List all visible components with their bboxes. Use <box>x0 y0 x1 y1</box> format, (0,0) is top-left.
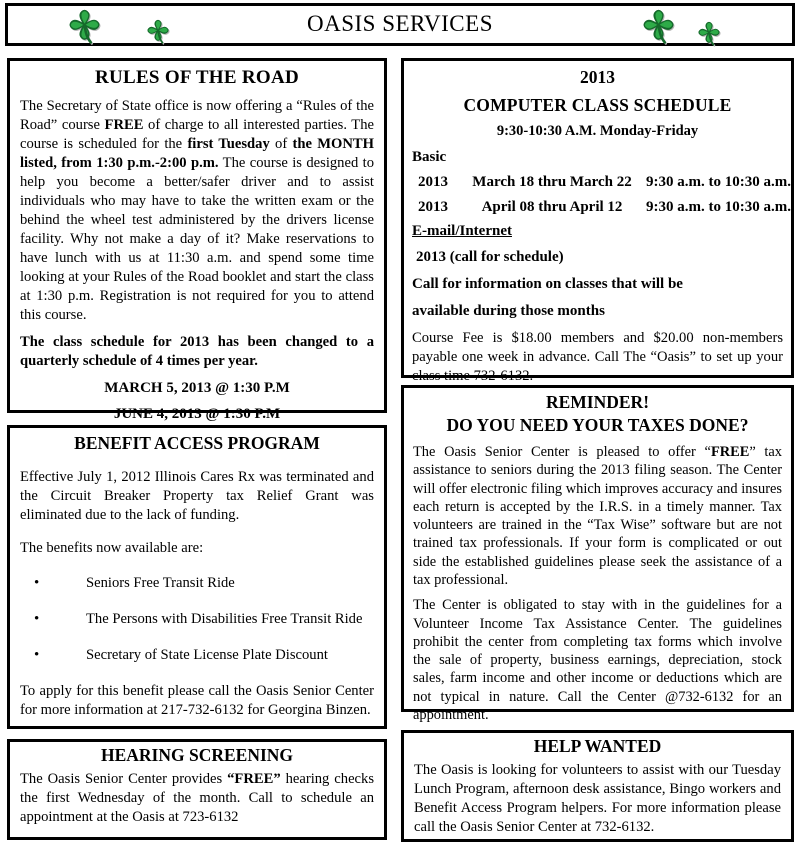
list-item: • The Persons with Disabilities Free Transit Ride <box>10 610 384 629</box>
computer-section-email: E-mail/Internet <box>412 223 512 239</box>
schedule-dates: March 18 thru March 22 <box>472 174 632 190</box>
rules-date-june: JUNE 4, 2013 @ 1:30 P.M <box>113 405 281 422</box>
benefit-access-program-section <box>7 425 387 729</box>
computer-class-schedule-section <box>401 58 794 384</box>
help-title: HELP WANTED <box>533 736 662 756</box>
schedule-time: 9:30 a.m. to 10:30 a.m. <box>646 199 791 215</box>
benefit-title: BENEFIT ACCESS PROGRAM <box>74 433 320 453</box>
shamrock-large-right-icon <box>640 7 677 46</box>
computer-year-title: 2013 <box>580 67 615 87</box>
rules-of-the-road-section <box>7 58 387 422</box>
schedule-year: 2013 <box>418 174 448 190</box>
rules-paragraph-2: The class schedule for 2013 has been changed to a quarterly schedule of 4 times per year. <box>20 333 374 369</box>
table-row <box>404 174 791 191</box>
help-wanted-section <box>401 730 794 842</box>
page-title: OASIS SERVICES <box>306 11 493 36</box>
schedule-dates: April 08 thru April 12 <box>481 199 623 215</box>
rules-title: RULES OF THE ROAD <box>94 67 300 88</box>
table-row <box>404 199 791 216</box>
list-item: • Seniors Free Transit Ride <box>10 574 384 593</box>
computer-email-row: 2013 (call for schedule) <box>416 249 564 265</box>
hearing-paragraph: The Oasis Senior Center provides “FREE” hearing checks the first Wednesday of the month. Call to schedule an appointment at the Oasis at 723-6132 <box>20 771 375 825</box>
taxes-title-reminder: REMINDER! <box>545 392 650 412</box>
computer-subtitle: 9:30-10:30 A.M. Monday-Friday <box>496 123 699 139</box>
computer-call-line-2: available during those months <box>412 303 605 319</box>
benefit-paragraph-2: The benefits now available are: <box>20 539 204 556</box>
header-banner <box>5 3 795 46</box>
taxes-paragraph-1: The Oasis Senior Center is pleased to offer “FREE” tax assistance to seniors during the 2013 filing season. The Center will offer electronic filing which improves accuracy and insures each return is accepted by the I.R.S. in a timely manner. Tax volunteers are trained in the “Tax Wise” software but are not trained tax professionals. If your form is complicated or out side the established guidelines please seek the assistance of a tax professional. <box>413 444 782 588</box>
computer-title: COMPUTER CLASS SCHEDULE <box>463 95 732 115</box>
benefit-paragraph-3: To apply for this benefit please call the Oasis Senior Center for more information at 217-732-6132 for Georgina Binzen. <box>20 682 374 718</box>
hearing-screening-section <box>7 739 387 840</box>
help-paragraph: The Oasis is looking for volunteers to assist with our Tuesday Lunch Program, afternoon desk assistance, Bingo workers and Benefit Access Program helpers. For more information please call the Oasis Senior Center at 732-6132. <box>414 762 781 835</box>
schedule-time: 9:30 a.m. to 10:30 a.m. <box>646 174 791 190</box>
list-item: • Secretary of State License Plate Discount <box>10 646 384 665</box>
taxes-title-question: DO YOU NEED YOUR TAXES DONE? <box>446 415 749 435</box>
taxes-reminder-section <box>401 385 794 723</box>
taxes-paragraph-2: The Center is obligated to stay with in the guidelines for a Volunteer Income Tax Assistance Center. The guidelines prohibit the center from completing tax forms which involve the sale of property, business earnings, depreciation, stock sales, farm income and other income or deductions which are not typical in nature. Call the Center @732-6132 for an appointment. <box>413 597 782 723</box>
rules-date-march: MARCH 5, 2013 @ 1:30 P.M <box>104 379 290 396</box>
benefit-paragraph-1: Effective July 1, 2012 Illinois Cares Rx was terminated and the Circuit Breaker Property tax Relief Grant was eliminated due to the lack of funding. <box>20 469 374 523</box>
hearing-title: HEARING SCREENING <box>100 745 294 765</box>
shamrock-small-right-icon <box>696 20 722 47</box>
computer-call-line-1: Call for information on classes that will be <box>412 276 683 292</box>
computer-fee-paragraph: Course Fee is $18.00 members and $20.00 non-members payable one week in advance. Call The “Oasis” to set up your class time 732-6132. <box>412 330 783 384</box>
benefit-list <box>10 574 384 665</box>
schedule-year: 2013 <box>418 199 448 215</box>
computer-section-basic: Basic <box>412 149 447 165</box>
rules-paragraph-1: The Secretary of State office is now offering a “Rules of the Road” course FREE of charge to all interested parties. The course is scheduled for the first Tuesday of the MONTH listed, from 1:30 p.m.-2:00 p.m. The course is designed to help you become a better/safer driver and to assist individuals who may have to take the written exam or the behind the wheel test administered by the drivers license facility. Why not make a day of it? Make reservations to have lunch with us at 11:30 a.m. and spend some time looking at your Rules of the Road booklet and start the class at 1:30 p.m. Registration is not required for you to attend this course. <box>20 98 375 323</box>
